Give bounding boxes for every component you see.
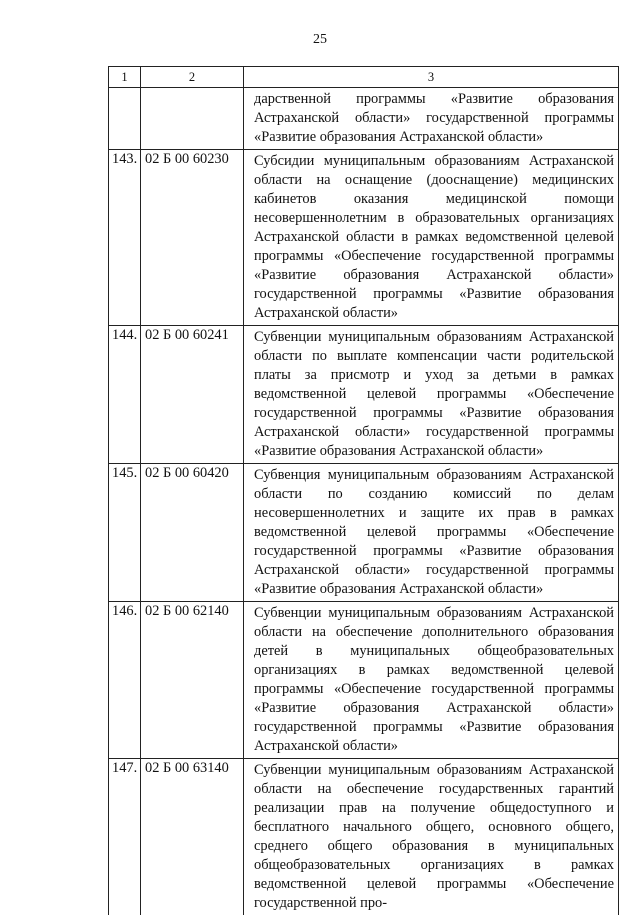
row-code: 02 Б 00 62140 bbox=[141, 602, 244, 759]
page-number: 25 bbox=[0, 32, 640, 48]
budget-classification-table bbox=[108, 66, 619, 915]
row-description: дарственной программы «Развитие образования Астраханской области» государственной программы «Развитие образования Астраханской области» bbox=[244, 88, 619, 150]
table-row bbox=[109, 326, 619, 464]
table-header-row bbox=[109, 67, 619, 88]
table-row bbox=[109, 602, 619, 759]
row-number: 146. bbox=[109, 602, 141, 759]
row-code: 02 Б 00 60420 bbox=[141, 464, 244, 602]
column-header-3: 3 bbox=[244, 67, 619, 88]
row-number: 143. bbox=[109, 150, 141, 326]
row-description: Субвенция муниципальным образованиям Астраханской области по созданию комиссий по делам несовершеннолетних и защите их прав в рамках ведомственной целевой программы «Обеспечение государственной программы «Развитие образования Астраханской области» государственной программы «Развитие образования Астраханской области» bbox=[244, 464, 619, 602]
row-number: 144. bbox=[109, 326, 141, 464]
table-row bbox=[109, 464, 619, 602]
row-code: 02 Б 00 60241 bbox=[141, 326, 244, 464]
row-description: Субвенции муниципальным образованиям Астраханской области на обеспечение государственных гарантий реализации прав на получение общедоступного и бесплатного начального общего, основного общего, среднего общего образования в муниципальных общеобразовательных организациях в рамках ведомственной целевой программы «Обеспечение государственной про- bbox=[244, 759, 619, 915]
row-code: 02 Б 00 60230 bbox=[141, 150, 244, 326]
row-description: Субвенции муниципальным образованиям Астраханской области на обеспечение дополнительного образования детей в муниципальных общеобразовательных организациях в рамках ведомственной целевой программы «Обеспечение государственной программы «Развитие образования Астраханской области» государственной программы «Развитие образования Астраханской области» bbox=[244, 602, 619, 759]
row-number: 145. bbox=[109, 464, 141, 602]
row-number: 147. bbox=[109, 759, 141, 915]
table-row bbox=[109, 150, 619, 326]
column-header-1: 1 bbox=[109, 67, 141, 88]
row-description: Субвенции муниципальным образованиям Астраханской области по выплате компенсации части родительской платы за присмотр и уход за детьми в рамках ведомственной целевой программы «Обеспечение государственной программы «Развитие образования Астраханской области» государственной программы «Развитие образования Астраханской области» bbox=[244, 326, 619, 464]
row-code bbox=[141, 88, 244, 150]
table-row bbox=[109, 88, 619, 150]
column-header-2: 2 bbox=[141, 67, 244, 88]
row-number bbox=[109, 88, 141, 150]
table-row bbox=[109, 759, 619, 915]
row-description: Субсидии муниципальным образованиям Астраханской области на оснащение (дооснащение) медицинских кабинетов оказания медицинской помощи несовершеннолетним в образовательных организациях Астраханской области в рамках ведомственной целевой программы «Обеспечение государственной программы «Развитие образования Астраханской области» государственной программы «Развитие образования Астраханской области» bbox=[244, 150, 619, 326]
row-code: 02 Б 00 63140 bbox=[141, 759, 244, 915]
